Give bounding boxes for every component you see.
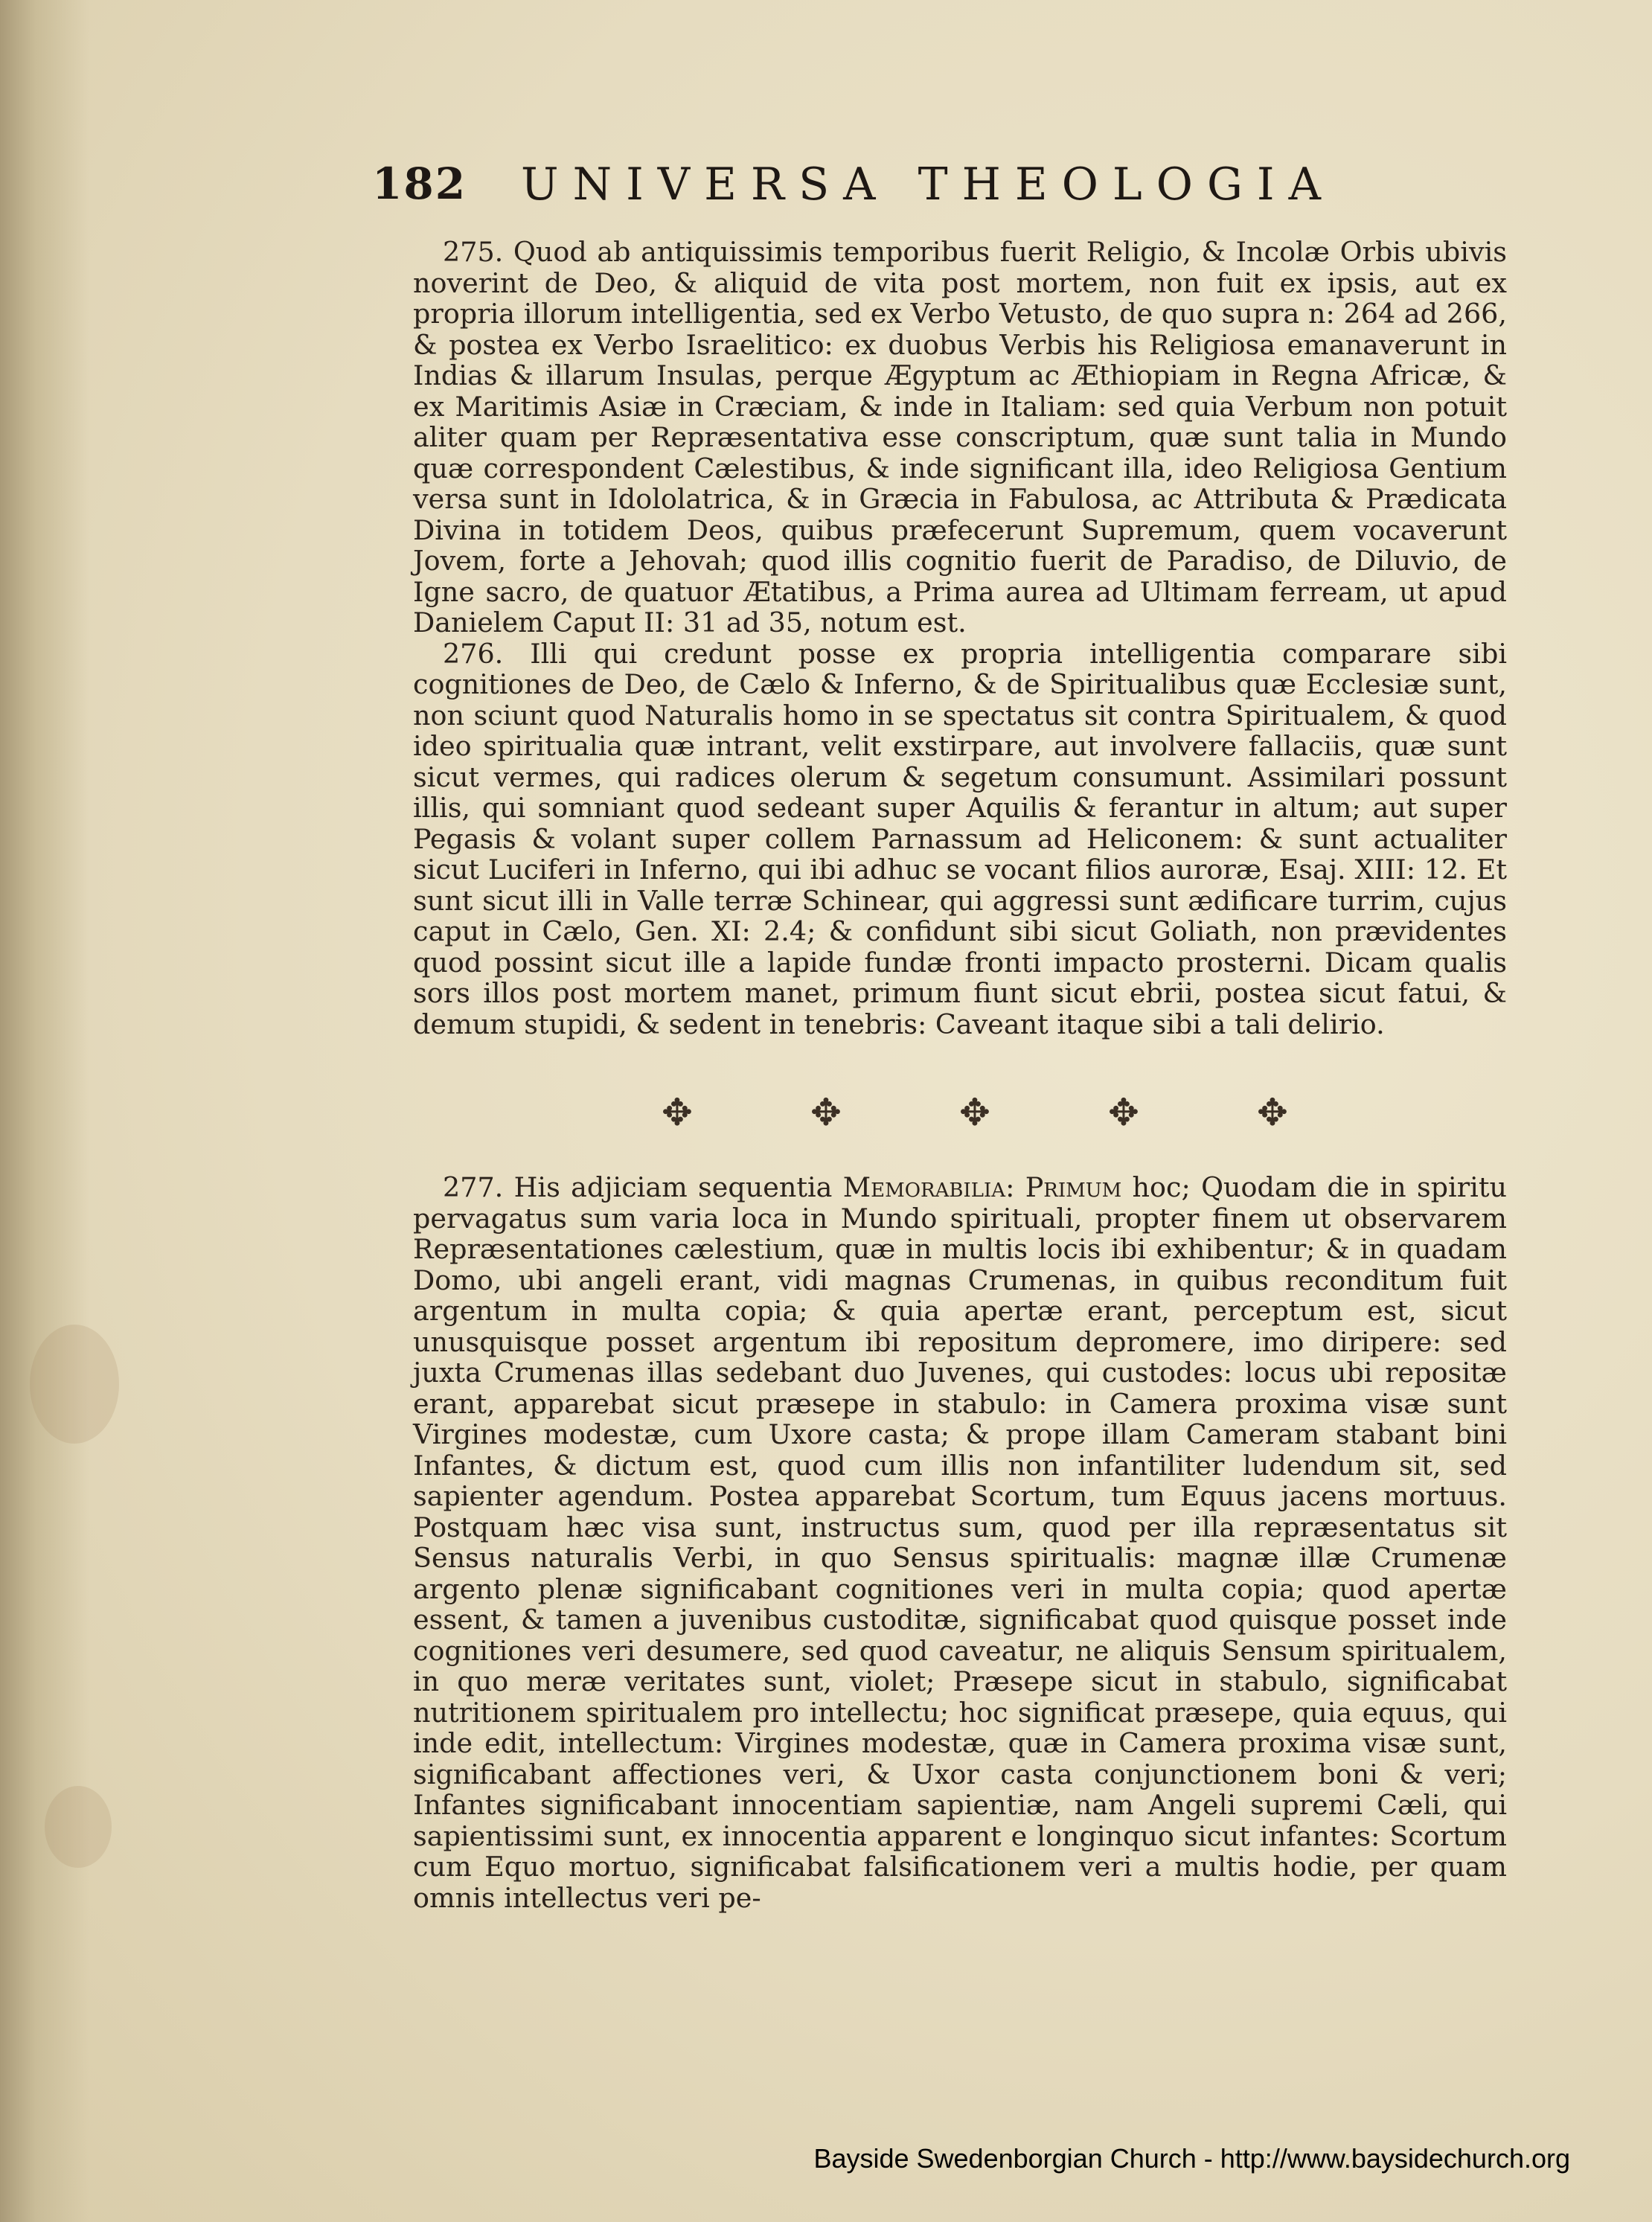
paragraph-277-colon: : bbox=[1005, 1171, 1025, 1203]
paragraph-276: 276. Illi qui credunt posse ex propria intelligentia comparare sibi cognitiones de Deo, de Cælo & Inferno, & de Spiritualibus quæ Ecclesiæ sunt, non sciunt quod Naturalis homo in se spectatus sit contra Spiritualem, & quod ideo spiritualia quæ intrant, velit exstirpare, aut involvere fallaciis, quæ sunt sicut vermes, qui radices olerum & segetum consumunt. Assimilari possunt illis, qui somniant quod sedeant super Aquilis & ferantur in altum; aut super Pegasis & volant super collem Parnassum ad Heliconem: & sunt actualiter sicut Luciferi in Inferno, qui ibi adhuc se vocant filios auroræ, Esaj. XIII: 12. Et sunt sicut illi in Valle terræ Schinear, qui aggressi sunt ædificare turrim, cujus caput in Cælo, Gen. XI: 2.4; & confidunt sibi sicut Goliath, non prævidentes quod possint sicut ille a lapide fundæ fronti impacto prosterni. Dicam qualis sors illos post mortem manet, primum fiunt sicut ebrii, postea sicut fatui, & demum stupidi, & sedent in tenebris: Caveant itaque sibi a tali delirio. bbox=[413, 637, 1507, 1040]
fleuron-icon: ✥ bbox=[1257, 1091, 1288, 1134]
fleuron-icon: ✥ bbox=[662, 1091, 693, 1134]
memorabilia-label: Memorabilia bbox=[842, 1171, 1006, 1203]
paper-stain bbox=[45, 1786, 112, 1868]
paragraph-277-start: 277. His adjiciam sequentia bbox=[443, 1171, 843, 1203]
primum-label: Primum bbox=[1025, 1171, 1122, 1203]
page-header bbox=[372, 153, 1429, 220]
text-block-lower bbox=[413, 1172, 1507, 1913]
page-number: 182 bbox=[372, 159, 467, 209]
paper-stain bbox=[30, 1325, 119, 1444]
fleuron-icon: ✥ bbox=[959, 1091, 990, 1134]
scan-credit: Bayside Swedenborgian Church - http://www.baysidechurch.org bbox=[813, 2143, 1570, 2174]
book-spine-shadow bbox=[0, 0, 89, 2222]
running-title: UNIVERSA THEOLOGIA bbox=[521, 159, 1335, 211]
fleuron-icon: ✥ bbox=[1108, 1091, 1139, 1134]
paragraph-275: 275. Quod ab antiquissimis temporibus fuerit Religio, & Incolæ Orbis ubivis noverint de Deo, & aliquid de vita post mortem, non fuit ex ipsis, aut ex propria illorum intelligentia, sed ex Verbo Vetusto, de quo supra n: 264 ad 266, & postea ex Verbo Israelitico: ex duobus Verbis his Religiosa emanaverunt in Indias & illarum Insulas, perque Ægyptum ac Æthiopiam in Regna Africæ, & ex Maritimis Asiæ in Cræciam, & inde in Italiam: sed quia Verbum non potuit aliter quam per Repræsentativa esse conscriptum, quæ sunt talia in Mundo quæ correspondent Cælestibus, & inde significant illa, ideo Religiosa Gentium versa sunt in Idololatrica, & in Græcia in Fabulosa, ac Attributa & Prædicata Divina in totidem Deos, quibus præfecerunt Supremum, quem vocaverunt Jovem, forte a Jehovah; quod illis cognitio fuerit de Paradiso, de Diluvio, de Igne sacro, de quatuor Ætatibus, a Prima aurea ad Ultimam ferream, ut apud Danielem Caput II: 31 ad 35, notum est. bbox=[413, 236, 1507, 638]
paragraph-277-rest: hoc; Quodam die in spiritu pervagatus sum varia loca in Mundo spirituali, propter finem ut observarem Repræsentationes cælestium, quæ in multis locis ibi exhibentur; & in quadam Domo, ubi angeli erant, vidi magnas Crumenas, in quibus reconditum fuit argentum in multa copia; & quia apertæ erant, perceptum est, sicut unusquisque posset argentum ibi repositum depromere, imo diripere: sed juxta Crumenas illas sedebant duo Juvenes, qui custodes: locus ubi repositæ erant, apparebat sicut præsepe in stabulo: in Camera proxima visæ sunt Virgines modestæ, cum Uxore casta; & prope illam Cameram stabant bini Infantes, & dictum est, quod cum illis non infantiliter ludendum sit, sed sapienter agendum. Postea apparebat Scortum, tum Equus jacens mortuus. Postquam hæc visa sunt, instructus sum, quod per illa repræsentatus sit Sensus naturalis Verbi, in quo Sensus spiritualis: magnæ illæ Crumenæ argento plenæ significabant cognitiones veri in multa copia; quod apertæ essent, & tamen a juvenibus custoditæ, significabat quod quisque posset inde cognitiones veri desumere, sed quod caveatur, ne aliquis Sensum spiritualem, in quo meræ veritates sunt, violet; Præsepe sicut in stabulo, significabat nutritionem spiritualem pro intellectu; hoc significat præsepe, quia equus, qui inde edit, intellectum: Virgines modestæ, quæ in Camera proxima visæ sunt, significabant affectiones veri, & Uxor casta conjunctionem boni & veri; Infantes significabant innocentiam sapientiæ, nam Angeli supremi Cæli, qui sapientissimi sunt, ex innocentia apparent e longinquo sicut infantes: Scortum cum Equo mortuo, significabat falsificationem veri a multis hodie, per quam omnis intellectus veri pe- bbox=[413, 1171, 1508, 1914]
section-divider-ornaments bbox=[655, 1086, 1295, 1139]
paragraph-277 bbox=[413, 1172, 1507, 1913]
text-block-upper bbox=[413, 237, 1507, 1040]
fleuron-icon: ✥ bbox=[810, 1091, 842, 1134]
